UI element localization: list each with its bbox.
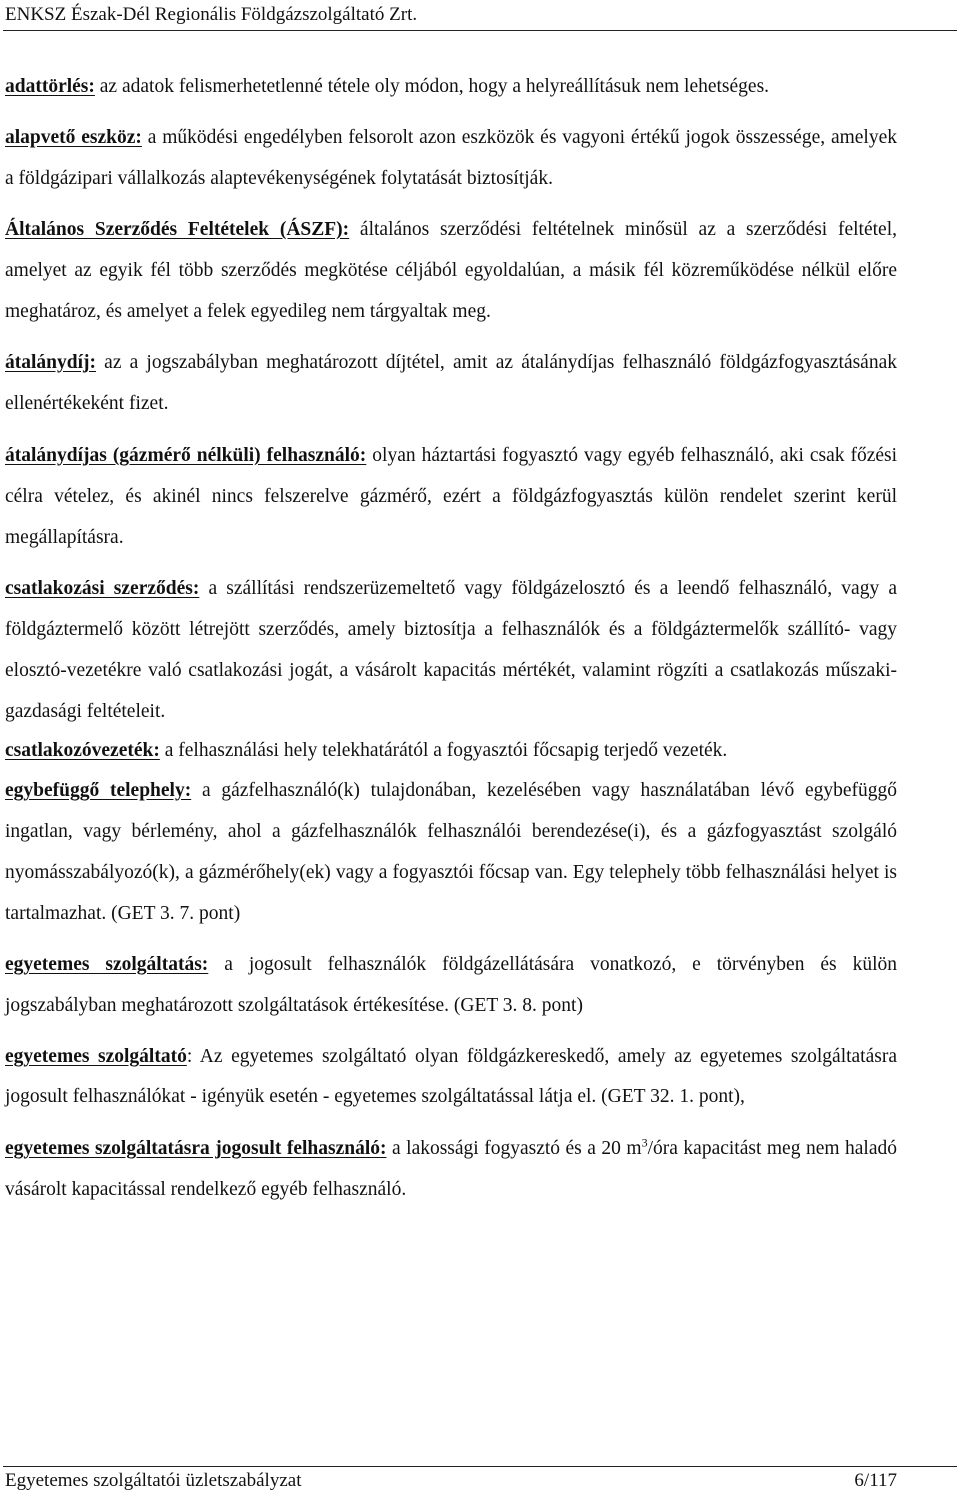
definition-adattorles — [5, 66, 897, 107]
definition-egyetemes-szolgaltatas — [5, 944, 897, 1026]
definition-atalandijas-felhasznalo — [5, 435, 897, 558]
definition-text: a szállítási rendszerüzemeltető vagy földgázelosztó és a leendő felhasználó, vagy a földgáztermelő között létrejött szerződés, amely biztosítja a felhasználók és a földgáztermelők szállító- vagy elosztó-vezetékre való csatlakozási jogát, a vásárolt kapacitás mértékét, valamint rögzíti a csatlakozás műszaki-gazdasági feltételeit. — [5, 578, 897, 722]
definition-text: olyan háztartási fogyasztó vagy egyéb felhasználó, aki csak főzési célra vételez, és akinél nincs felszerelve gázmérő, ezért a földgázfogyasztás külön rendelet szerint kerül megállapításra. — [5, 445, 898, 548]
definition-text: az adatok felismerhetetlenné tétele oly módon, hogy a helyreállításuk nem lehetséges. — [94, 76, 770, 97]
definition-term: egyetemes szolgáltató — [5, 1046, 187, 1067]
definition-egyetemes-szolgaltato — [5, 1037, 897, 1117]
footer-divider — [3, 1466, 957, 1467]
definition-text: a működési engedélyben felsorolt azon eszközök és vagyoni értékű jogok összessége, amelyek a földgázipari vállalkozás alaptevékenységének folytatását biztosítják. — [5, 127, 897, 189]
header-divider — [3, 30, 957, 31]
definition-term: csatlakozási szerződés: — [5, 578, 200, 599]
definition-egybefuggo-telephely — [5, 770, 897, 934]
definition-term: egyetemes szolgáltatás: — [5, 954, 209, 975]
definition-text: a felhasználási hely telekhatárától a fogyasztói főcsapig terjedő vezeték. — [159, 740, 728, 761]
superscript-exponent: 3 — [641, 1135, 648, 1150]
footer-title: Egyetemes szolgáltatói üzletszabályzat — [5, 1470, 302, 1491]
definition-text: a jogosult felhasználók földgázellátására vonatkozó, e törvényben és külön jogszabályban meghatározott szolgáltatások értékesítése. (GET 3. 8. pont) — [5, 954, 897, 1016]
definition-csatlakozovezetek — [5, 732, 897, 770]
definition-text: a gázfelhasználó(k) tulajdonában, kezelésében vagy használatában lévő egybefüggő ingatlan, vagy bérlemény, ahol a gázfelhasználók felhasználói berendezése(i), és a gázfogyasztást szolgáló nyomásszabályozó(k), a gázmérőhely(ek) vagy a fogyasztói főcsap van. Egy telephely több felhasználási helyet is tartalmazhat. (GET 3. 7. pont) — [5, 780, 897, 924]
definition-term: egyetemes szolgáltatásra jogosult felhasználó: — [5, 1138, 387, 1159]
definition-text: /óra kapacitást meg nem haladó vásárolt kapacitással rendelkező egyéb felhasználó. — [5, 1138, 897, 1200]
definition-term: csatlakozóvezeték: — [5, 740, 160, 761]
definition-term: egybefüggő telephely: — [5, 780, 192, 801]
definition-term: átalánydíj: — [5, 352, 97, 373]
definition-text: általános szerződési feltételnek minősül az a szerződési feltétel, amelyet az egyik fél több szerződés megkötése céljából egyoldalúan, a másik fél közreműködése nélkül előre meghatároz, és amelyet a felek egyedileg nem tárgyaltak meg. — [5, 219, 897, 322]
definitions-body — [5, 66, 897, 1210]
page-header: ENKSZ Észak-Dél Regionális Földgázszolgáltató Zrt. — [5, 4, 418, 25]
page-number: 6/117 — [854, 1470, 897, 1491]
definition-csatlakozasi-szerzodes — [5, 568, 897, 732]
definition-egyetemes-szolgaltatasra-jogosult — [5, 1128, 897, 1210]
definition-term: alapvető eszköz: — [5, 127, 142, 148]
definition-term: adattörlés: — [5, 76, 95, 97]
definition-text: : Az egyetemes szolgáltató olyan földgázkereskedő, amely az egyetemes szolgáltatásra jogosult felhasználókat - igényük esetén - egyetemes szolgáltatással látja el. (GET 32. 1. pont), — [5, 1046, 897, 1107]
definition-text: az a jogszabályban meghatározott díjtétel, amit az átalánydíjas felhasználó földgázfogyasztásának ellenértékeként fizet. — [5, 352, 897, 414]
definition-text: a lakossági fogyasztó és a 20 m — [386, 1138, 642, 1159]
definition-atalandij — [5, 342, 897, 424]
definition-term: átalánydíjas (gázmérő nélküli) felhasználó: — [5, 445, 367, 466]
definition-aszf — [5, 209, 897, 332]
definition-term: Általános Szerződés Feltételek (ÁSZF): — [5, 219, 350, 240]
definition-alapveto-eszkoz — [5, 117, 897, 199]
